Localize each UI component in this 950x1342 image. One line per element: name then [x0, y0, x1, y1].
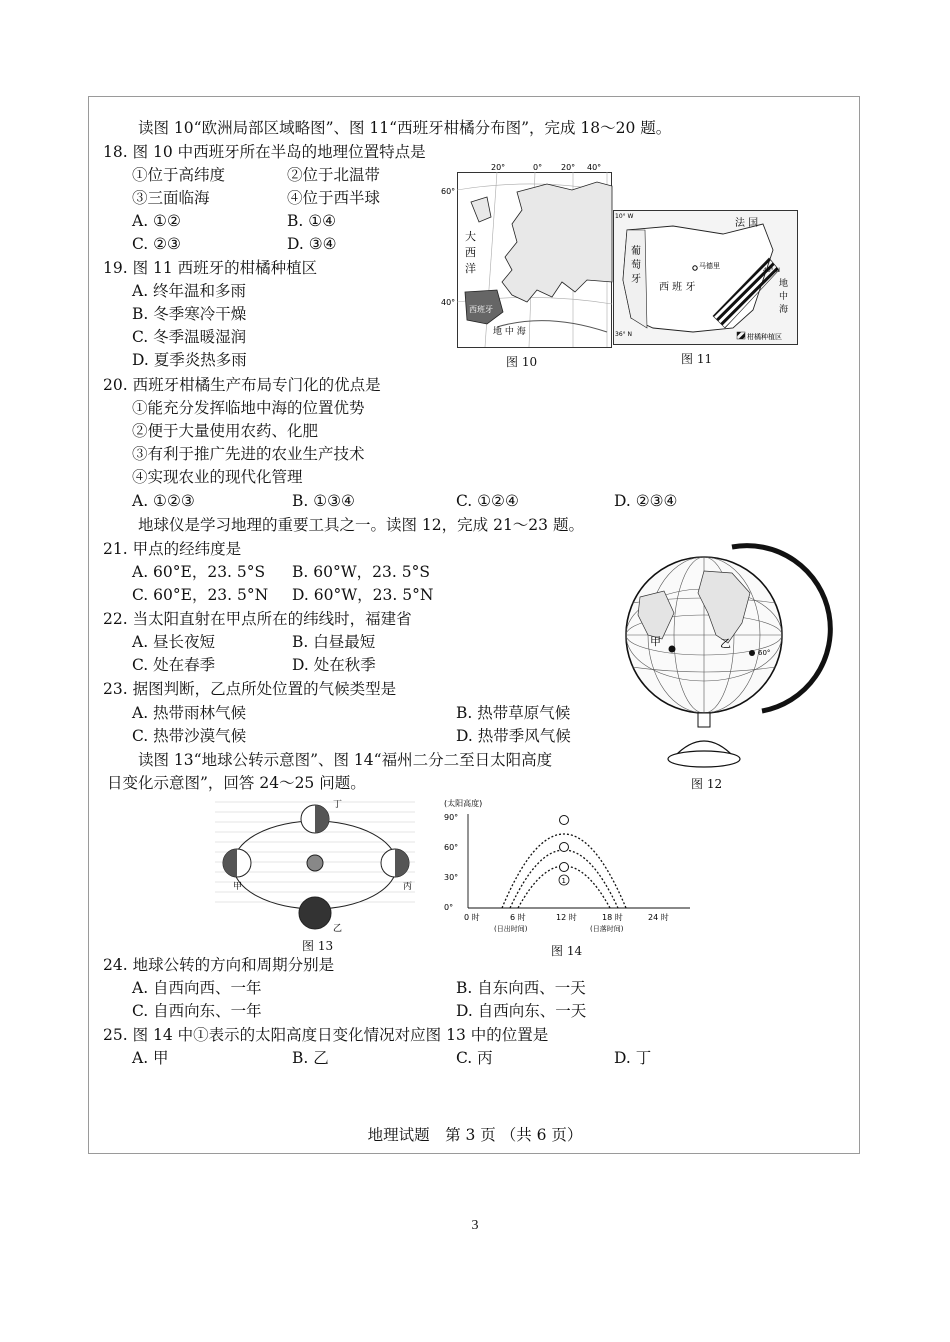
- q23-option-d[interactable]: D. 热带季风气候: [456, 727, 571, 745]
- fig14-xtick-12: 12 时: [556, 913, 577, 922]
- fig10-ocean-char-1: 大: [465, 230, 476, 243]
- intro-text-3b: 日变化示意图”，回答 24～25 问题。: [107, 774, 366, 792]
- q18-statement-3: ③三面临海: [132, 189, 210, 207]
- fig10-lat-label-40: 40°: [441, 298, 456, 307]
- q20-statement-4: ④实现农业的现代化管理: [132, 468, 303, 486]
- fig11-madrid-label: 马德里: [699, 262, 720, 270]
- figure-12-globe: [612, 543, 797, 777]
- q21-option-c[interactable]: C. 60°E，23. 5°N: [132, 586, 269, 604]
- fig14-sunrise-label: (日出时间): [494, 925, 528, 933]
- q21-option-b[interactable]: B. 60°W，23. 5°S: [292, 563, 430, 581]
- q18-option-c[interactable]: C. ②③: [132, 235, 181, 253]
- fig13-bing-label: 丙: [403, 882, 413, 892]
- fig10-lon-label-2: 0°: [533, 163, 543, 172]
- q22-option-b[interactable]: B. 白昼最短: [292, 633, 376, 651]
- q18-option-d[interactable]: D. ③④: [287, 235, 337, 253]
- fig11-sea-char-2: 中: [779, 292, 789, 302]
- q21-option-a[interactable]: A. 60°E，23. 5°S: [132, 563, 266, 581]
- fig14-sun-equinox: [560, 843, 569, 852]
- fig10-lon-label-1: 20°: [491, 163, 506, 172]
- q24-option-b[interactable]: B. 自东向西、一天: [456, 979, 586, 997]
- fig11-portugal-char-1: 葡: [631, 246, 641, 257]
- figure-13-earth-revolution: [215, 797, 415, 941]
- q19-option-c[interactable]: C. 冬季温暖湿润: [132, 328, 247, 346]
- intro-text-3a: 读图 13“地球公转示意图”、图 14“福州二分二至日太阳高度: [138, 751, 553, 769]
- fig13-yi-label: 乙: [333, 924, 343, 934]
- figure-10-caption: 图 10: [506, 355, 538, 369]
- question-18-stem: 18. 图 10 中西班牙所在半岛的地理位置特点是: [103, 143, 426, 161]
- fig10-lon-label-3: 20°: [561, 163, 576, 172]
- figure-11-caption: 图 11: [681, 352, 713, 366]
- fig14-xtick-6: 6 时: [510, 913, 526, 922]
- fig11-spain-label: 西 班 牙: [659, 282, 696, 293]
- q24-option-a[interactable]: A. 自西向西、一年: [132, 979, 262, 997]
- fig13-jia-label: 甲: [233, 882, 243, 892]
- q19-option-a[interactable]: A. 终年温和多雨: [132, 282, 247, 300]
- q23-option-b[interactable]: B. 热带草原气候: [456, 704, 571, 722]
- question-22-stem: 22. 当太阳直射在甲点所在的纬线时，福建省: [103, 610, 412, 628]
- question-25-stem: 25. 图 14 中①表示的太阳高度日变化情况对应图 13 中的位置是: [103, 1026, 549, 1044]
- fig11-lat40-label: 40° N: [763, 267, 781, 274]
- question-20-stem: 20. 西班牙柑橘生产布局专门化的优点是: [103, 376, 381, 394]
- fig10-lat-label-60: 60°: [441, 187, 456, 196]
- q18-option-b[interactable]: B. ①④: [287, 212, 337, 230]
- fig14-ytick-30: 30°: [444, 873, 459, 882]
- fig14-xtick-0: 0 时: [464, 913, 480, 922]
- q24-option-d[interactable]: D. 自西向东、一天: [456, 1002, 587, 1020]
- fig14-yaxis-title: (太阳高度): [444, 799, 483, 808]
- fig11-lon10-label: 10° W: [615, 213, 634, 220]
- figure-12-caption: 图 12: [691, 777, 723, 791]
- fig11-lat36-label: 36° N: [615, 331, 633, 338]
- q21-option-d[interactable]: D. 60°W，23. 5°N: [292, 586, 434, 604]
- page-number: 3: [471, 1218, 479, 1233]
- fig14-curve-winter: [518, 866, 610, 908]
- q20-option-d[interactable]: D. ②③④: [614, 492, 678, 510]
- fig11-portugal-char-2: 萄: [631, 260, 641, 271]
- q18-statement-1: ①位于高纬度: [132, 166, 226, 184]
- question-24-stem: 24. 地球公转的方向和周期分别是: [103, 956, 335, 974]
- question-23-stem: 23. 据图判断，乙点所处位置的气候类型是: [103, 680, 397, 698]
- q23-option-c[interactable]: C. 热带沙漠气候: [132, 727, 247, 745]
- intro-text-2: 地球仪是学习地理的重要工具之一。读图 12，完成 21～23 题。: [138, 516, 584, 534]
- q25-option-c[interactable]: C. 丙: [456, 1049, 493, 1067]
- figure-10-europe-map: [441, 162, 614, 352]
- q20-statement-3: ③有利于推广先进的农业生产技术: [132, 445, 365, 463]
- fig12-yi-label: 乙: [720, 637, 731, 650]
- fig12-jia-label: 甲: [650, 635, 661, 648]
- fig14-xtick-18: 18 时: [602, 913, 623, 922]
- q25-option-b[interactable]: B. 乙: [292, 1049, 329, 1067]
- q23-option-a[interactable]: A. 热带雨林气候: [132, 704, 247, 722]
- q19-option-d[interactable]: D. 夏季炎热多雨: [132, 351, 247, 369]
- figure-13-caption: 图 13: [302, 939, 334, 953]
- q18-option-a[interactable]: A. ①②: [132, 212, 181, 230]
- fig10-spain-label: 西班牙: [469, 305, 493, 314]
- q24-option-c[interactable]: C. 自西向东、一年: [132, 1002, 262, 1020]
- fig14-sun-winter: [560, 863, 569, 872]
- figure-14-sun-altitude-chart: [430, 794, 710, 948]
- fig14-xtick-24: 24 时: [648, 913, 669, 922]
- fig11-sea-char-3: 海: [779, 305, 789, 315]
- question-21-stem: 21. 甲点的经纬度是: [103, 540, 242, 558]
- q22-option-a[interactable]: A. 昼长夜短: [132, 633, 216, 651]
- fig11-france-label: 法 国: [735, 218, 759, 229]
- q20-option-b[interactable]: B. ①③④: [292, 492, 355, 510]
- fig11-legend-label: 柑橘种植区: [747, 333, 782, 341]
- fig14-sun-summer: [560, 816, 569, 825]
- figure-14-caption: 图 14: [551, 944, 583, 958]
- fig14-ytick-90: 90°: [444, 813, 459, 822]
- fig14-sunset-label: (日落时间): [590, 925, 624, 933]
- fig14-ytick-60: 60°: [444, 843, 459, 852]
- q18-statement-2: ②位于北温带: [287, 166, 381, 184]
- fig10-ocean-char-2: 西: [465, 246, 476, 259]
- fig10-sea-label: 地 中 海: [493, 327, 526, 337]
- page-footer: 地理试题 第 3 页 （共 6 页）: [367, 1126, 583, 1144]
- q20-statement-2: ②便于大量使用农药、化肥: [132, 422, 319, 440]
- fig12-lat-label: 60°: [758, 649, 771, 657]
- q25-option-d[interactable]: D. 丁: [614, 1049, 652, 1067]
- q20-option-c[interactable]: C. ①②④: [456, 492, 519, 510]
- q18-statement-4: ④位于西半球: [287, 189, 381, 207]
- q22-option-c[interactable]: C. 处在春季: [132, 656, 216, 674]
- fig14-ytick-0: 0°: [444, 903, 454, 912]
- q19-option-b[interactable]: B. 冬季寒冷干燥: [132, 305, 247, 323]
- fig10-lon-label-4: 40°: [587, 163, 602, 172]
- figure-11-spain-citrus-map: [613, 210, 798, 349]
- fig10-ocean-char-3: 洋: [465, 262, 476, 275]
- q25-option-a[interactable]: A. 甲: [132, 1049, 169, 1067]
- fig13-ding-label: 丁: [333, 800, 343, 810]
- q20-option-a[interactable]: A. ①②③: [132, 492, 195, 510]
- fig11-portugal-char-3: 牙: [631, 274, 641, 285]
- question-19-stem: 19. 图 11 西班牙的柑橘种植区: [103, 259, 318, 277]
- q22-option-d[interactable]: D. 处在秋季: [292, 656, 376, 674]
- fig11-sea-char-1: 地: [779, 279, 789, 289]
- intro-text-1: 读图 10“欧洲局部区域略图”、图 11“西班牙柑橘分布图”，完成 18～20 题。: [138, 119, 672, 137]
- fig14-curve-label: 1: [561, 877, 566, 885]
- q20-statement-1: ①能充分发挥临地中海的位置优势: [132, 399, 365, 417]
